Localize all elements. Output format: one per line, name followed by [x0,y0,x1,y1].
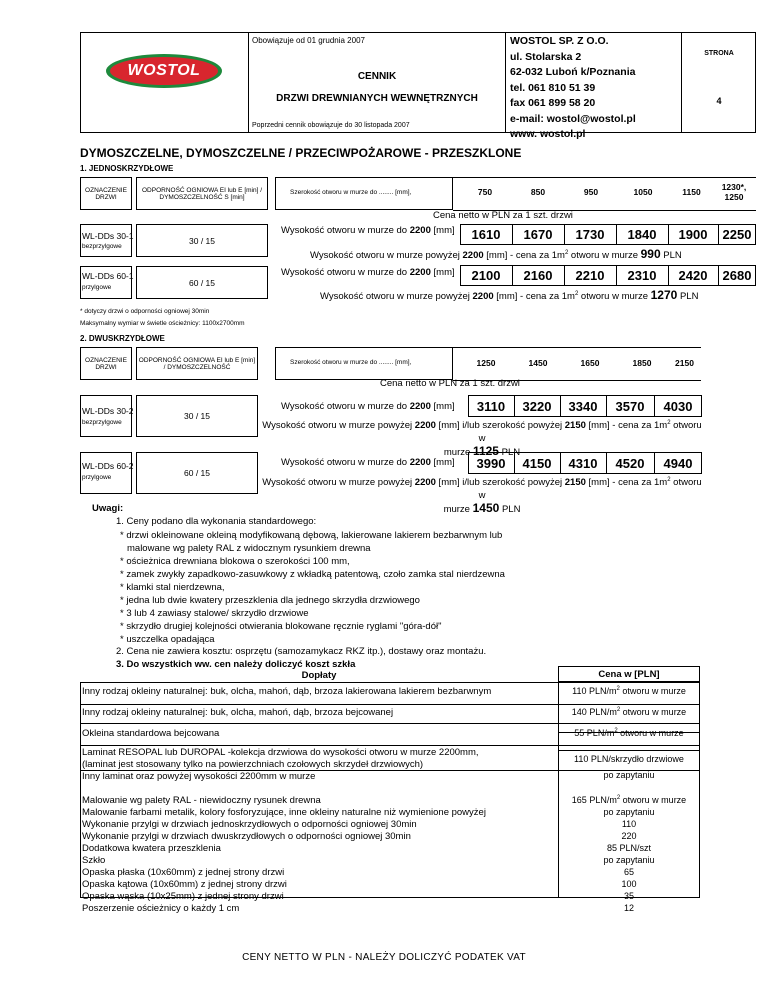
col-fire: ODPORNOŚĆ OGNIOWA EI lub E [min] / DYMOSZCZELNOŚĆ S [min] [141,186,263,201]
extra-price: 85 PLN/szt [606,843,652,853]
col-designation: OZNACZENIE DRZWI [85,356,127,371]
bullet-text: ościeżnica drewniana blokowa o szerokości 100 mm, [126,556,350,567]
single-width: 1050 [633,187,653,197]
double-width: 1450 [528,358,548,368]
height-unit: [mm] [430,401,455,412]
col-designation: OZNACZENIE DRZWI [85,186,127,201]
double-heading: 2. DWUSKRZYDŁOWE [80,334,165,343]
bullet-text: skrzydło drugiej kolejności otwierania blokowane ręcznie ryglami "góra-dół" [126,621,442,632]
bullet-item: * zamek zwykły zapadkowo-zasuwkowy z wkładką patentową, czoło zamka stal nierdzewna [120,569,505,580]
company-city: 62-032 Luboń k/Poznania [510,66,636,78]
price: 2160 [523,268,553,283]
row-height [281,225,455,236]
over-height: 2200 [472,291,494,302]
bullet-text: drzwi okleinowane okleiną modyfikowaną dębową, lakierowane lakierem bezbarwnym lub [126,530,503,541]
row-code: WL-DDs 30-2 [82,406,134,416]
company-email[interactable]: e-mail: wostol@wostol.pl [510,112,636,125]
over-height: 2200 [414,420,436,431]
over-text: [mm] - cena za 1m [483,250,565,261]
price: 1730 [575,227,605,242]
price: 3570 [615,398,645,414]
notes-title: Uwagi: [92,503,124,514]
extra-price: 12 [623,903,634,913]
extras-price-header: Cena w [PLN] [598,668,660,680]
extra-desc: Dodatkowa kwatera przeszklenia [82,843,221,854]
over-text: otworu w [478,420,702,444]
single-net-label: Cena netto w PLN za 1 szt. drzwi [433,210,573,221]
note-3: 3. Do wszystkich ww. cen należy doliczyć koszt szkła [116,659,356,670]
footer-note: CENY NETTO W PLN - NALEŻY DOLICZYĆ PODATEK VAT [242,952,526,963]
price: 2310 [627,268,657,283]
height-label: Wysokość otworu w murze do [281,225,410,236]
col-width: Szerokość otworu w murze do ........ [mm], [290,359,412,366]
price: 2420 [678,268,708,283]
extra-price: 165 PLN/$m^2$ otworu w murze [571,795,687,805]
row-fire: 60 / 15 [189,277,215,288]
double-width: 2150 [675,358,694,368]
extra-desc: Wykonanie przylgi w drzwiach jednoskrzydłowych o odporności ogniowej 30min [82,819,417,830]
over-text: Wysokość otworu w murze powyżej [320,291,473,302]
over-text: [mm] i/lub szerokość powyżej [435,477,565,488]
double-width: 1250 [476,358,496,368]
height-label: Wysokość otworu w murze do [281,401,410,412]
bullet-item: * skrzydło drugiej kolejności otwierania blokowane ręcznie ryglami "góra-dół" [120,621,442,632]
bullet-item: * uszczelka opadająca [120,634,215,645]
extra-price: 110 [621,819,637,829]
notes-bullets [120,529,505,646]
extra-price: 110 PLN/$m^2$ otworu w murze [572,686,686,696]
company-name: WOSTOL SP. Z O.O. [510,35,609,47]
height-unit: [mm] [430,457,455,468]
extra-desc: Malowanie wg palety RAL - niewidoczny rysunek drewna [82,795,321,806]
price: 2680 [722,268,752,283]
company-fax: fax 061 899 58 20 [510,97,596,109]
row-height [281,401,455,412]
price: 2210 [575,268,605,283]
row-over-height: Wysokość otworu w murze powyżej 2200 [mm] - cena za $1m^2$ otworu w murze 990 PLN [310,247,682,261]
company-info [510,34,636,143]
over-text: otworu w murze [568,250,641,261]
height-label: Wysokość otworu w murze do [281,457,410,468]
over-text: [mm] - cena za 1m [493,291,575,302]
price: 4150 [522,455,552,471]
height-value: 2200 [409,457,431,468]
extra-price: 140 PLN/$m^2$ otworu w murze [571,707,687,717]
over-text: [mm] i/lub szerokość powyżej [435,420,565,431]
price: 3110 [476,398,506,414]
extra-price: po zapytaniu [603,855,655,865]
over-width: 2150 [564,477,586,488]
over-height: 2200 [414,477,436,488]
single-width: 950 [583,187,599,197]
company-street: ul. Stolarska 2 [510,50,582,63]
bullet-item [120,542,505,555]
bullet-item: * jedna lub dwie kwatery przeszklenia dla jednego skrzydła drzwiowego [120,595,420,606]
double-width: 1650 [580,358,600,368]
extra-desc: Opaska wąska (10x25mm) z jednej strony drzwi [82,891,284,902]
row-fire: 30 / 15 [189,235,215,246]
row-over-height: Wysokość otworu w murze powyżej 2200 [mm] - cena za $1m^2$ otworu w murze 1270 PLN [320,288,699,302]
row-sub: przylgowe [82,474,112,481]
price: 1900 [678,227,708,242]
over-text: otworu w murze [578,291,651,302]
note-2: 2. Cena nie zawiera kosztu: osprzętu (samozamykacz RKZ itp.), dostawy oraz montażu. [116,646,487,657]
over-text: otworu w [478,477,702,501]
over-text: Wysokość otworu w murze powyżej [262,477,415,488]
price: 4520 [615,455,645,471]
over-text: Wysokość otworu w murze powyżej [262,420,415,431]
extra-desc: Inny rodzaj okleiny naturalnej: buk, olcha, mahoń, dąb, brzoza bejcowanej [82,707,394,718]
row-fire: 60 / 15 [184,468,210,478]
double-net-label: Cena netto w PLN za 1 szt. drzwi [380,378,520,389]
over-unit: PLN [499,504,521,515]
bullet-text: 3 lub 4 zawiasy stalowe/ skrzydło drzwiowe [126,608,309,619]
extra-desc: Opaska kątowa (10x60mm) z jednej strony drzwi [82,879,287,890]
single-width: 750 [477,187,493,197]
bullet-text: jedna lub dwie kwatery przeszklenia dla jednego skrzydła drzwiowego [126,595,420,606]
price: 4030 [663,398,693,414]
price: 1610 [471,227,501,242]
extra-price: 35 [623,891,634,901]
height-unit: [mm] [430,225,455,236]
over-text: murze [443,447,473,458]
row-sub: przylgowe [82,284,112,291]
over-unit: PLN [677,291,699,302]
extra-price: 55 PLN/$m^2$ otworu w murze [574,728,684,738]
extra-desc: Okleina standardowa bejcowana [82,728,220,739]
price: 4940 [663,455,693,471]
single-width: 1150 [682,187,701,197]
bullet-text: malowane wg palety RAL z widocznym rysunkiem drewna [127,543,371,554]
previous-pricelist: Poprzedni cennik obowiązuje do 30 listopada 2007 [252,122,410,129]
single-width: 850 [530,187,546,197]
over-height: 2200 [462,250,484,261]
row-sub: bezprzylgowe [82,419,122,426]
double-width: 1850 [632,358,652,368]
extra-price: po zapytaniu [603,807,655,817]
row-sub: bezprzylgowe [82,243,122,250]
extras-title: Dopłaty [301,670,337,681]
extra-price: 220 [621,831,637,841]
company-www[interactable]: www. wostol.pl [510,128,586,140]
over-unit: PLN [660,250,682,261]
row-code: WL-DDs 60-2 [82,461,134,471]
bullet-text: uszczelka opadająca [126,634,215,645]
row-over-height: Wysokość otworu w murze powyżej 2200 [mm] i/lub szerokość powyżej 2150 [mm] - cena za $1m^2$ otworu w murze 1450 PLN [262,476,702,515]
row-height [281,267,455,278]
extra-desc: Inny rodzaj okleiny naturalnej: buk, olcha, mahoń, dąb, brzoza lakierowana lakierem bezbarwnym [82,686,492,697]
price: 3220 [522,398,552,414]
bullet-item: * klamki stal nierdzewna, [120,582,225,593]
row-height [281,457,455,468]
price: 1840 [627,227,657,242]
doc-subtitle: DRZWI DREWNIANYCH WEWNĘTRZNYCH [276,93,478,104]
height-value: 2200 [409,225,431,236]
row-over-height: Wysokość otworu w murze powyżej 2200 [mm] i/lub szerokość powyżej 2150 [mm] - cena za $1m^2$ otworu w murze 1125 PLN [262,419,702,458]
single-width: 1230*, 1250 [721,182,747,202]
height-value: 2200 [409,401,431,412]
over-text: Wysokość otworu w murze powyżej [310,250,463,261]
valid-from: Obowiązuje od 01 grudnia 2007 [252,36,365,45]
extra-desc: Inny laminat oraz powyżej wysokości 2200mm w murze [82,771,316,782]
extra-desc: Malowanie farbami metalik, kolory fosforyzujące, inne okleiny naturalne niż wymienione powyżej [82,807,486,818]
section-title: DYMOSZCZELNE, DYMOSZCZELNE / PRZECIWPOŻAROWE - PRZESZKLONE [80,146,522,160]
price: 4310 [568,455,598,471]
over-width: 2150 [564,420,586,431]
company-phone: tel. 061 810 51 39 [510,81,596,94]
page-number: 4 [716,96,722,106]
extra-price: 65 [623,867,634,877]
single-heading: 1. JEDNOSKRZYDŁOWE [80,164,174,173]
bullet-item: * drzwi okleinowane okleiną modyfikowaną dębową, lakierowane lakierem bezbarwnym lub [120,530,503,541]
over-text: [mm] - cena za 1m [585,477,668,488]
col-fire: ODPORNOŚĆ OGNIOWA EI lub E [min] / DYMOSZCZELNOŚĆ [138,356,256,371]
price: 2250 [722,227,752,242]
height-unit: [mm] [430,267,455,278]
row-code: WL-DDs 60-1 [82,271,134,281]
over-price: 1270 [650,288,678,302]
extra-desc: Opaska płaska (10x60mm) z jednej strony drzwi [82,867,285,878]
col-width: Szerokość otworu w murze do ........ [mm], [290,189,412,196]
extra-desc: Laminat RESOPAL lub DUROPAL -kolekcja drzwiowa do wysokości otworu w murze 2200mm, [82,747,479,758]
over-price: 1450 [472,501,500,515]
page-label: STRONA [704,50,734,57]
price: 2100 [471,268,501,283]
extra-desc: Wykonanie przylgi w drzwiach dwuskrzydłowych o odporności ogniowej 30min [82,831,411,842]
extra-desc: (laminat jest stosowany tylko na powierzchniach czołowych skrzydeł drzwiowych) [82,759,424,770]
over-price: 1125 [472,444,499,458]
extra-price: 100 [621,879,637,889]
note-max: Maksymalny wymiar w świetle ościeżnicy: 1100x2700mm [80,320,245,327]
price: 3340 [568,398,598,414]
over-text: [mm] - cena za 1m [585,420,668,431]
doc-title: CENNIK [357,71,397,82]
row-fire: 30 / 15 [184,411,210,421]
bullet-item: * 3 lub 4 zawiasy stalowe/ skrzydło drzwiowe [120,608,309,619]
bullet-text: klamki stal nierdzewna, [126,582,225,593]
extra-price: po zapytaniu [603,770,655,780]
extra-price: 110 PLN/skrzydło drzwiowe [574,754,684,764]
logo [104,52,224,90]
over-unit: PLN [498,447,521,458]
bullet-text: zamek zwykły zapadkowo-zasuwkowy z wkładką patentową, czoło zamka stal nierdzewna [126,569,505,580]
row-code: WL-DDs 30-1 [82,231,134,241]
height-label: Wysokość otworu w murze do [281,267,410,278]
note-fire: * dotyczy drzwi o odporności ogniowej 30min [80,308,210,315]
extra-desc: Szkło [82,855,106,866]
note-1: 1. Ceny podano dla wykonania standardowego: [116,516,317,527]
logo-text: WOSTOL [127,62,201,79]
over-price: 990 [640,247,661,261]
bullet-item: * ościeżnica drewniana blokowa o szerokości 100 mm, [120,556,350,567]
price: 1670 [523,227,553,242]
price: 3990 [476,455,506,471]
extra-desc: Poszerzenie ościeżnicy o każdy 1 cm [82,903,240,914]
height-value: 2200 [409,267,431,278]
over-text: murze [443,504,473,515]
